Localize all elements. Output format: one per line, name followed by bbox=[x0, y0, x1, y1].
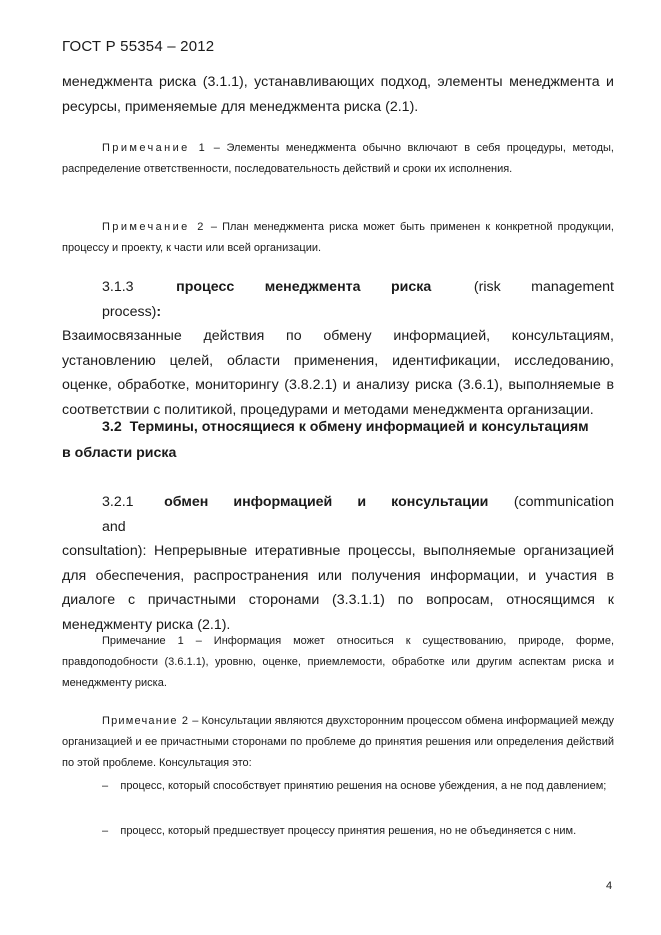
term-3-2-1-term: обмен информацией и консультации bbox=[164, 494, 489, 510]
list-item bbox=[62, 776, 614, 797]
note-2-text: План менеджмента риска может быть применен к конкретной продукции, процессу и проекту, к части или всей организации. bbox=[62, 221, 614, 254]
term-3-1-3-definition: Взаимосвязанные действия по обмену информацией, консультациям, установлению целей, области применения, идентификации, исследованию, оценке, обработке, мониторингу (3.8.2.1) и анализу риска (3.6.1), выполняемые в соответствии с политикой, процедурами и методами менеджмента организации. bbox=[62, 328, 614, 418]
term-3-1-3-term: процесс менеджмента риска bbox=[176, 279, 432, 295]
note-1-label: Примечание 1 bbox=[102, 142, 208, 154]
list-item-dash: – bbox=[102, 780, 109, 792]
note-2-dash: – bbox=[205, 221, 223, 233]
document-header: ГОСТ Р 55354 – 2012 bbox=[62, 38, 215, 55]
intro-line-2: ресурсы, применяемые для менеджмента риска (2.1). bbox=[62, 98, 419, 115]
note-3-label: Примечание 1 bbox=[102, 635, 184, 647]
note-1 bbox=[62, 138, 614, 180]
list-item bbox=[62, 821, 614, 842]
term-3-2-1-definition: consultation): Непрерывные итеративные процессы, выполняемые организацией для обеспечения, распространения или получения информации, и участия в диалоге с причастными сторонами (3.3.1.1) по вопросам, относящимся к менеджменту риска (2.1). bbox=[62, 543, 614, 633]
list-item-text: процесс, который способствует принятию решения на основе убеждения, а не под давлением; bbox=[120, 780, 607, 792]
note-3-text: Информация может относиться к существованию, природе, форме, правдоподобности (3.6.1.1), уровню, оценке, приемлемости, обработке или другим аспектам риска и менеджменту риска. bbox=[62, 635, 615, 689]
term-3-2-1-number: 3.2.1 bbox=[102, 494, 134, 510]
term-3-1-3 bbox=[62, 275, 614, 422]
intro-line-1: менеджмента риска (3.1.1), устанавливающих подход, элементы менеджмента и bbox=[62, 74, 614, 90]
section-3-2-title-1: Термины, относящиеся к обмену информацией и консультациям bbox=[129, 419, 589, 435]
term-3-1-3-colon: : bbox=[156, 303, 162, 320]
term-3-1-3-headline bbox=[62, 275, 614, 324]
note-3 bbox=[62, 631, 614, 694]
note-4-text: Консультации являются двухсторонним процессом обмена информацией между организацией и ее причастными сторонами по проблеме до принятия решения или определения действий по этой проблеме. Консультация это: bbox=[62, 715, 614, 769]
note-4-dash: – bbox=[189, 715, 202, 727]
term-3-2-1-definition-text: Непрерывные итеративные процессы, выполняемые организацией для обеспечения, распространения или получения информации, и участия в диалоге с причастными сторонами (3.3.1.1) по вопросам, относящимся к менеджменту риска (2.1). bbox=[62, 543, 614, 633]
note-2 bbox=[62, 217, 614, 259]
section-3-2-number: 3.2 bbox=[102, 419, 122, 435]
page-number: 4 bbox=[606, 880, 613, 892]
list-item-dash: – bbox=[102, 825, 109, 837]
list-item-text: процесс, который предшествует процессу принятия решения, но не объединяется с ним. bbox=[120, 825, 577, 837]
term-3-1-3-english: (risk management process) bbox=[102, 279, 614, 320]
note-4 bbox=[62, 711, 614, 774]
term-3-2-1-english-open: (communication and bbox=[102, 494, 614, 535]
note-3-dash: – bbox=[183, 635, 214, 647]
note-1-dash: – bbox=[207, 142, 227, 154]
term-3-2-1-headline bbox=[62, 490, 614, 539]
section-3-2-heading bbox=[62, 414, 614, 466]
section-3-2-line-1 bbox=[62, 414, 614, 440]
note-1-text: Элементы менеджмента обычно включают в себя процедуры, методы, распределение ответственности, последовательность действий и сроки их исполнения. bbox=[62, 142, 614, 175]
term-3-2-1 bbox=[62, 490, 614, 637]
term-3-1-3-number: 3.1.3 bbox=[102, 279, 134, 295]
section-3-2-title-2: в области риска bbox=[62, 445, 177, 461]
intro-paragraph bbox=[62, 70, 614, 119]
note-4-label: Примечание 2 bbox=[102, 715, 190, 727]
note-2-label: Примечание 2 bbox=[102, 221, 206, 233]
